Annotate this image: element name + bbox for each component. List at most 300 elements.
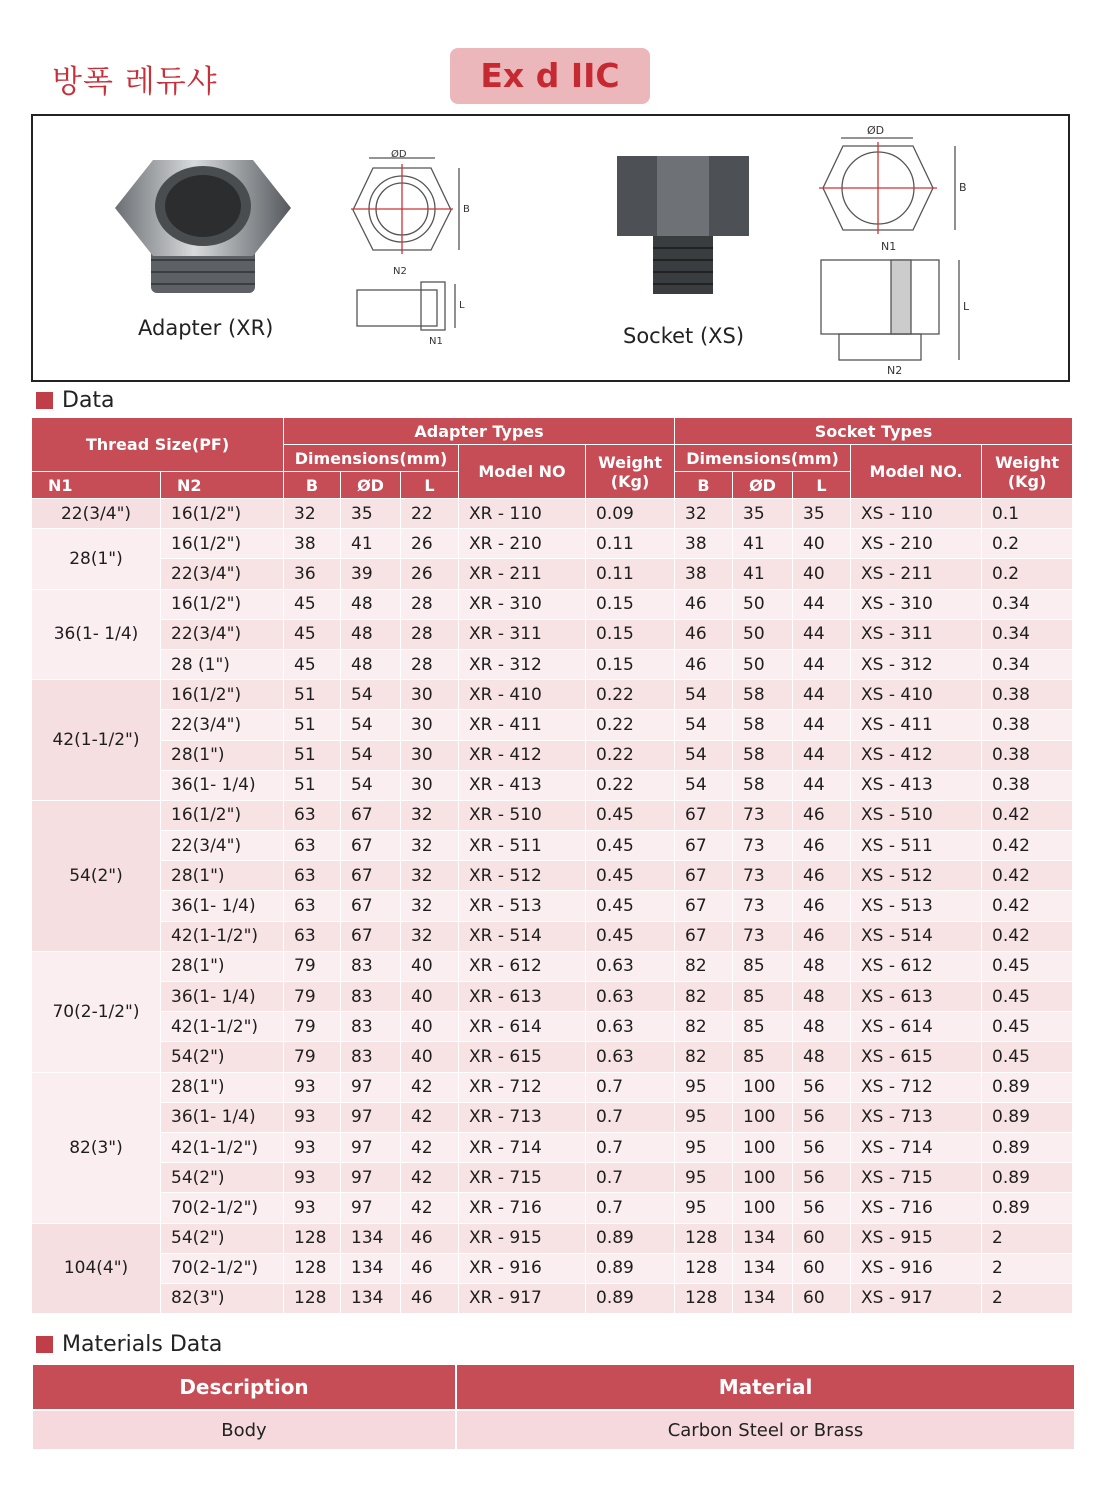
adapter-b-cell: 93: [284, 1103, 340, 1132]
adapter-od-cell: 39: [341, 559, 400, 588]
adapter-weight-cell: 0.7: [586, 1103, 674, 1132]
adapter-weight-cell: 0.15: [586, 650, 674, 679]
adapter-l-cell: 40: [401, 982, 458, 1011]
adapter-l-cell: 22: [401, 499, 458, 528]
adapter-model-cell: XR - 411: [459, 710, 585, 739]
socket-weight-cell: 0.45: [982, 1042, 1072, 1071]
socket-od-cell: 50: [733, 620, 792, 649]
adapter-b-cell: 38: [284, 529, 340, 558]
adapter-l-cell: 42: [401, 1073, 458, 1102]
socket-od-header: ØD: [733, 472, 792, 498]
adapter-b-cell: 79: [284, 1042, 340, 1071]
socket-model-cell: XS - 511: [851, 831, 981, 860]
adapter-l-cell: 30: [401, 741, 458, 770]
socket-weight-cell: 0.89: [982, 1163, 1072, 1192]
adapter-l-header: L: [401, 472, 458, 498]
adapter-od-cell: 54: [341, 741, 400, 770]
adapter-model-cell: XR - 612: [459, 952, 585, 981]
adapter-b-cell: 79: [284, 1012, 340, 1041]
socket-weight-cell: 0.45: [982, 982, 1072, 1011]
n2-cell: 22(3/4"): [161, 710, 283, 739]
specification-table: [31, 417, 1073, 1314]
n2-cell: 70(2-1/2"): [161, 1254, 283, 1283]
socket-weight-cell: 0.45: [982, 1012, 1072, 1041]
ex-rating-badge: Ex d IIC: [450, 48, 650, 104]
n2-cell: 28(1"): [161, 741, 283, 770]
adapter-od-cell: 97: [341, 1103, 400, 1132]
socket-b-cell: 67: [675, 801, 732, 830]
socket-b-cell: 46: [675, 650, 732, 679]
socket-l-cell: 48: [793, 1042, 850, 1071]
adapter-od-cell: 83: [341, 1012, 400, 1041]
adapter-od-cell: 83: [341, 1042, 400, 1071]
adapter-b-cell: 63: [284, 861, 340, 890]
n2-cell: 28(1"): [161, 861, 283, 890]
table-row: [32, 680, 1072, 709]
socket-l-cell: 44: [793, 650, 850, 679]
adapter-od-cell: 134: [341, 1284, 400, 1313]
adapter-weight-cell: 0.89: [586, 1224, 674, 1253]
page-title: 방폭 레듀샤: [52, 64, 218, 100]
adapter-od-cell: 48: [341, 650, 400, 679]
socket-weight-cell: 0.89: [982, 1073, 1072, 1102]
socket-b-cell: 32: [675, 499, 732, 528]
adapter-od-header: ØD: [341, 472, 400, 498]
socket-b-cell: 128: [675, 1284, 732, 1313]
adapter-weight-header: Weight (Kg): [586, 445, 674, 498]
svg-text:N1: N1: [429, 336, 443, 347]
table-row: [32, 1163, 1072, 1192]
socket-od-cell: 41: [733, 559, 792, 588]
socket-l-cell: 60: [793, 1224, 850, 1253]
socket-weight-cell: 0.45: [982, 952, 1072, 981]
socket-od-cell: 58: [733, 741, 792, 770]
adapter-model-cell: XR - 412: [459, 741, 585, 770]
materials-section-heading: [36, 1332, 222, 1357]
adapter-caption: Adapter (XR): [138, 316, 274, 340]
adapter-dimensions-header: Dimensions(mm): [284, 445, 458, 471]
socket-l-cell: 46: [793, 891, 850, 920]
adapter-model-cell: XR - 110: [459, 499, 585, 528]
n2-cell: 42(1-1/2"): [161, 1133, 283, 1162]
n2-cell: 54(2"): [161, 1224, 283, 1253]
materials-heading-label: Materials Data: [62, 1332, 223, 1357]
socket-weight-cell: 0.34: [982, 620, 1072, 649]
adapter-l-cell: 30: [401, 680, 458, 709]
socket-b-cell: 95: [675, 1073, 732, 1102]
adapter-od-cell: 54: [341, 771, 400, 800]
table-row: [32, 499, 1072, 528]
adapter-weight-cell: 0.15: [586, 590, 674, 619]
n2-cell: 16(1/2"): [161, 499, 283, 528]
socket-model-cell: XS - 312: [851, 650, 981, 679]
n2-cell: 16(1/2"): [161, 680, 283, 709]
n2-cell: 54(2"): [161, 1042, 283, 1071]
socket-weight-cell: 0.42: [982, 922, 1072, 951]
socket-l-cell: 40: [793, 559, 850, 588]
data-heading-label: Data: [62, 388, 115, 413]
socket-model-cell: XS - 715: [851, 1163, 981, 1192]
n2-cell: 28(1"): [161, 952, 283, 981]
description-header: Description: [33, 1365, 455, 1409]
table-row: [33, 1411, 1074, 1449]
socket-b-cell: 46: [675, 590, 732, 619]
adapter-b-cell: 51: [284, 680, 340, 709]
n1-cell: 104(4"): [32, 1224, 160, 1314]
adapter-b-cell: 93: [284, 1133, 340, 1162]
adapter-b-cell: 32: [284, 499, 340, 528]
adapter-b-cell: 128: [284, 1224, 340, 1253]
socket-od-cell: 73: [733, 861, 792, 890]
adapter-od-cell: 97: [341, 1133, 400, 1162]
socket-weight-cell: 0.42: [982, 831, 1072, 860]
socket-weight-cell: 0.89: [982, 1133, 1072, 1162]
n2-cell: 22(3/4"): [161, 831, 283, 860]
table-row: [32, 1133, 1072, 1162]
adapter-model-cell: XR - 512: [459, 861, 585, 890]
socket-l-cell: 46: [793, 922, 850, 951]
n2-cell: 42(1-1/2"): [161, 922, 283, 951]
socket-l-cell: 48: [793, 1012, 850, 1041]
adapter-model-cell: XR - 916: [459, 1254, 585, 1283]
socket-b-cell: 54: [675, 710, 732, 739]
table-row: [32, 952, 1072, 981]
socket-model-cell: XS - 512: [851, 861, 981, 890]
n1-cell: 82(3"): [32, 1073, 160, 1223]
adapter-b-cell: 79: [284, 952, 340, 981]
table-row: [32, 590, 1072, 619]
adapter-weight-cell: 0.45: [586, 891, 674, 920]
socket-model-cell: XS - 916: [851, 1254, 981, 1283]
socket-b-cell: 128: [675, 1254, 732, 1283]
table-row: [32, 710, 1072, 739]
n1-cell: 54(2"): [32, 801, 160, 951]
product-illustration-panel: [31, 114, 1070, 382]
adapter-photo: [113, 138, 293, 308]
socket-od-cell: 85: [733, 982, 792, 1011]
thread-size-header: Thread Size(PF): [32, 418, 283, 471]
socket-types-header: Socket Types: [675, 418, 1072, 444]
adapter-l-cell: 32: [401, 801, 458, 830]
socket-od-cell: 134: [733, 1284, 792, 1313]
socket-model-cell: XS - 311: [851, 620, 981, 649]
adapter-b-cell: 45: [284, 650, 340, 679]
socket-l-cell: 56: [793, 1193, 850, 1222]
socket-od-cell: 50: [733, 650, 792, 679]
socket-b-cell: 54: [675, 680, 732, 709]
adapter-model-cell: XR - 915: [459, 1224, 585, 1253]
adapter-b-header: B: [284, 472, 340, 498]
adapter-model-cell: XR - 615: [459, 1042, 585, 1071]
adapter-model-cell: XR - 614: [459, 1012, 585, 1041]
socket-b-cell: 67: [675, 922, 732, 951]
n2-cell: 54(2"): [161, 1163, 283, 1192]
socket-weight-cell: 0.42: [982, 801, 1072, 830]
socket-od-cell: 100: [733, 1193, 792, 1222]
adapter-weight-cell: 0.15: [586, 620, 674, 649]
adapter-l-cell: 28: [401, 650, 458, 679]
adapter-model-cell: XR - 613: [459, 982, 585, 1011]
socket-l-cell: 48: [793, 982, 850, 1011]
svg-text:B: B: [463, 204, 470, 215]
socket-od-cell: 100: [733, 1073, 792, 1102]
adapter-model-cell: XR - 712: [459, 1073, 585, 1102]
socket-b-cell: 95: [675, 1133, 732, 1162]
socket-b-cell: 67: [675, 891, 732, 920]
adapter-l-cell: 40: [401, 952, 458, 981]
table-row: [32, 1073, 1072, 1102]
socket-model-cell: XS - 613: [851, 982, 981, 1011]
socket-model-cell: XS - 410: [851, 680, 981, 709]
adapter-model-cell: XR - 410: [459, 680, 585, 709]
socket-weight-cell: 2: [982, 1224, 1072, 1253]
n2-cell: 22(3/4"): [161, 559, 283, 588]
adapter-model-cell: XR - 714: [459, 1133, 585, 1162]
socket-l-cell: 44: [793, 710, 850, 739]
table-row: [32, 771, 1072, 800]
socket-model-cell: XS - 614: [851, 1012, 981, 1041]
table-row: [32, 1254, 1072, 1283]
adapter-model-cell: XR - 211: [459, 559, 585, 588]
adapter-weight-cell: 0.89: [586, 1254, 674, 1283]
table-row: [32, 1224, 1072, 1253]
socket-l-cell: 44: [793, 680, 850, 709]
socket-od-cell: 100: [733, 1163, 792, 1192]
adapter-weight-cell: 0.22: [586, 741, 674, 770]
adapter-l-cell: 42: [401, 1103, 458, 1132]
socket-b-cell: 46: [675, 620, 732, 649]
square-bullet-icon: [36, 1336, 53, 1353]
table-row: [32, 922, 1072, 951]
adapter-l-cell: 28: [401, 620, 458, 649]
socket-b-cell: 67: [675, 831, 732, 860]
socket-model-cell: XS - 514: [851, 922, 981, 951]
adapter-model-cell: XR - 513: [459, 891, 585, 920]
socket-model-cell: XS - 411: [851, 710, 981, 739]
adapter-od-cell: 67: [341, 861, 400, 890]
adapter-weight-cell: 0.63: [586, 1012, 674, 1041]
n2-cell: 82(3"): [161, 1284, 283, 1313]
adapter-weight-cell: 0.11: [586, 559, 674, 588]
adapter-weight-cell: 0.7: [586, 1163, 674, 1192]
socket-weight-cell: 0.1: [982, 499, 1072, 528]
adapter-weight-cell: 0.63: [586, 952, 674, 981]
data-section-heading: [36, 388, 115, 413]
table-row: [32, 1042, 1072, 1071]
adapter-b-cell: 51: [284, 771, 340, 800]
svg-text:L: L: [459, 300, 465, 311]
adapter-l-cell: 40: [401, 1042, 458, 1071]
n2-cell: 16(1/2"): [161, 529, 283, 558]
adapter-b-cell: 79: [284, 982, 340, 1011]
socket-weight-cell: 0.34: [982, 590, 1072, 619]
socket-model-cell: XS - 716: [851, 1193, 981, 1222]
socket-weight-cell: 0.2: [982, 559, 1072, 588]
adapter-l-cell: 46: [401, 1254, 458, 1283]
socket-l-cell: 56: [793, 1163, 850, 1192]
svg-text:N2: N2: [393, 266, 407, 277]
table-row: [32, 620, 1072, 649]
n1-cell: 70(2-1/2"): [32, 952, 160, 1072]
socket-l-cell: 60: [793, 1284, 850, 1313]
adapter-model-cell: XR - 716: [459, 1193, 585, 1222]
socket-od-cell: 58: [733, 680, 792, 709]
adapter-weight-cell: 0.11: [586, 529, 674, 558]
adapter-model-cell: XR - 917: [459, 1284, 585, 1313]
adapter-model-cell: XR - 514: [459, 922, 585, 951]
adapter-b-cell: 45: [284, 590, 340, 619]
n2-cell: 42(1-1/2"): [161, 1012, 283, 1041]
adapter-b-cell: 63: [284, 831, 340, 860]
socket-l-header: L: [793, 472, 850, 498]
n1-cell: 36(1- 1/4): [32, 590, 160, 680]
socket-model-cell: XS - 917: [851, 1284, 981, 1313]
square-bullet-icon: [36, 392, 53, 409]
socket-b-cell: 54: [675, 771, 732, 800]
socket-od-cell: 85: [733, 1012, 792, 1041]
n1-cell: 22(3/4"): [32, 499, 160, 528]
svg-text:ØD: ØD: [391, 150, 407, 160]
adapter-b-cell: 63: [284, 891, 340, 920]
adapter-l-cell: 42: [401, 1193, 458, 1222]
socket-model-cell: XS - 510: [851, 801, 981, 830]
adapter-model-cell: XR - 413: [459, 771, 585, 800]
socket-od-cell: 73: [733, 922, 792, 951]
adapter-model-cell: XR - 210: [459, 529, 585, 558]
specification-table-body: [32, 499, 1072, 1313]
socket-weight-cell: 0.38: [982, 771, 1072, 800]
adapter-l-cell: 32: [401, 891, 458, 920]
socket-l-cell: 46: [793, 861, 850, 890]
socket-model-cell: XS - 712: [851, 1073, 981, 1102]
socket-l-cell: 56: [793, 1133, 850, 1162]
n2-cell: 16(1/2"): [161, 801, 283, 830]
adapter-b-cell: 51: [284, 710, 340, 739]
n2-header: N2: [161, 472, 283, 498]
adapter-weight-cell: 0.7: [586, 1073, 674, 1102]
socket-b-cell: 82: [675, 982, 732, 1011]
adapter-l-cell: 30: [401, 771, 458, 800]
socket-b-cell: 95: [675, 1193, 732, 1222]
n2-cell: 28 (1"): [161, 650, 283, 679]
socket-l-cell: 44: [793, 590, 850, 619]
socket-weight-cell: 0.89: [982, 1103, 1072, 1132]
adapter-model-cell: XR - 715: [459, 1163, 585, 1192]
adapter-weight-cell: 0.89: [586, 1284, 674, 1313]
socket-od-cell: 100: [733, 1133, 792, 1162]
table-row: [32, 891, 1072, 920]
socket-weight-cell: 0.42: [982, 861, 1072, 890]
adapter-l-cell: 26: [401, 559, 458, 588]
adapter-l-cell: 46: [401, 1284, 458, 1313]
socket-od-cell: 50: [733, 590, 792, 619]
adapter-types-header: Adapter Types: [284, 418, 674, 444]
socket-b-cell: 67: [675, 861, 732, 890]
adapter-od-cell: 134: [341, 1254, 400, 1283]
socket-weight-cell: 0.42: [982, 891, 1072, 920]
adapter-model-cell: XR - 311: [459, 620, 585, 649]
socket-od-cell: 85: [733, 952, 792, 981]
socket-l-cell: 60: [793, 1254, 850, 1283]
socket-od-cell: 41: [733, 529, 792, 558]
socket-weight-cell: 0.89: [982, 1193, 1072, 1222]
adapter-weight-cell: 0.45: [586, 922, 674, 951]
adapter-od-cell: 83: [341, 982, 400, 1011]
adapter-b-cell: 128: [284, 1284, 340, 1313]
socket-b-header: B: [675, 472, 732, 498]
adapter-weight-cell: 0.45: [586, 831, 674, 860]
adapter-weight-cell: 0.22: [586, 710, 674, 739]
socket-weight-cell: 0.38: [982, 680, 1072, 709]
adapter-od-cell: 97: [341, 1193, 400, 1222]
table-row: [32, 831, 1072, 860]
adapter-weight-cell: 0.7: [586, 1133, 674, 1162]
table-row: [32, 1012, 1072, 1041]
socket-b-cell: 128: [675, 1224, 732, 1253]
socket-weight-cell: 0.34: [982, 650, 1072, 679]
socket-model-cell: XS - 210: [851, 529, 981, 558]
adapter-od-cell: 67: [341, 801, 400, 830]
socket-b-cell: 54: [675, 741, 732, 770]
materials-table: [31, 1363, 1076, 1451]
n2-cell: 22(3/4"): [161, 620, 283, 649]
adapter-od-cell: 67: [341, 922, 400, 951]
adapter-l-cell: 32: [401, 861, 458, 890]
socket-dimensions-header: Dimensions(mm): [675, 445, 850, 471]
socket-od-cell: 134: [733, 1224, 792, 1253]
svg-text:L: L: [963, 300, 970, 313]
table-row: [32, 861, 1072, 890]
socket-model-cell: XS - 211: [851, 559, 981, 588]
table-row: [32, 1284, 1072, 1313]
adapter-l-cell: 42: [401, 1163, 458, 1192]
socket-od-cell: 58: [733, 771, 792, 800]
adapter-b-cell: 63: [284, 801, 340, 830]
socket-od-cell: 73: [733, 831, 792, 860]
adapter-model-cell: XR - 312: [459, 650, 585, 679]
adapter-b-cell: 93: [284, 1163, 340, 1192]
socket-l-cell: 44: [793, 741, 850, 770]
socket-l-cell: 48: [793, 952, 850, 981]
adapter-od-cell: 67: [341, 891, 400, 920]
socket-weight-cell: 0.38: [982, 710, 1072, 739]
table-row: [32, 1193, 1072, 1222]
table-row: [32, 1103, 1072, 1132]
socket-l-cell: 40: [793, 529, 850, 558]
socket-weight-cell: 2: [982, 1284, 1072, 1313]
adapter-od-cell: 54: [341, 710, 400, 739]
svg-text:ØD: ØD: [867, 124, 885, 137]
adapter-b-cell: 128: [284, 1254, 340, 1283]
socket-l-cell: 44: [793, 771, 850, 800]
adapter-l-cell: 30: [401, 710, 458, 739]
adapter-b-cell: 63: [284, 922, 340, 951]
socket-caption: Socket (XS): [623, 324, 745, 348]
adapter-od-cell: 35: [341, 499, 400, 528]
socket-b-cell: 38: [675, 529, 732, 558]
adapter-b-cell: 51: [284, 741, 340, 770]
n1-header: N1: [32, 472, 160, 498]
adapter-od-cell: 97: [341, 1073, 400, 1102]
adapter-l-cell: 26: [401, 529, 458, 558]
svg-text:N1: N1: [881, 240, 897, 253]
socket-od-cell: 134: [733, 1254, 792, 1283]
socket-od-cell: 58: [733, 710, 792, 739]
adapter-l-cell: 28: [401, 590, 458, 619]
adapter-od-cell: 41: [341, 529, 400, 558]
socket-od-cell: 100: [733, 1103, 792, 1132]
svg-text:N2: N2: [887, 364, 903, 377]
